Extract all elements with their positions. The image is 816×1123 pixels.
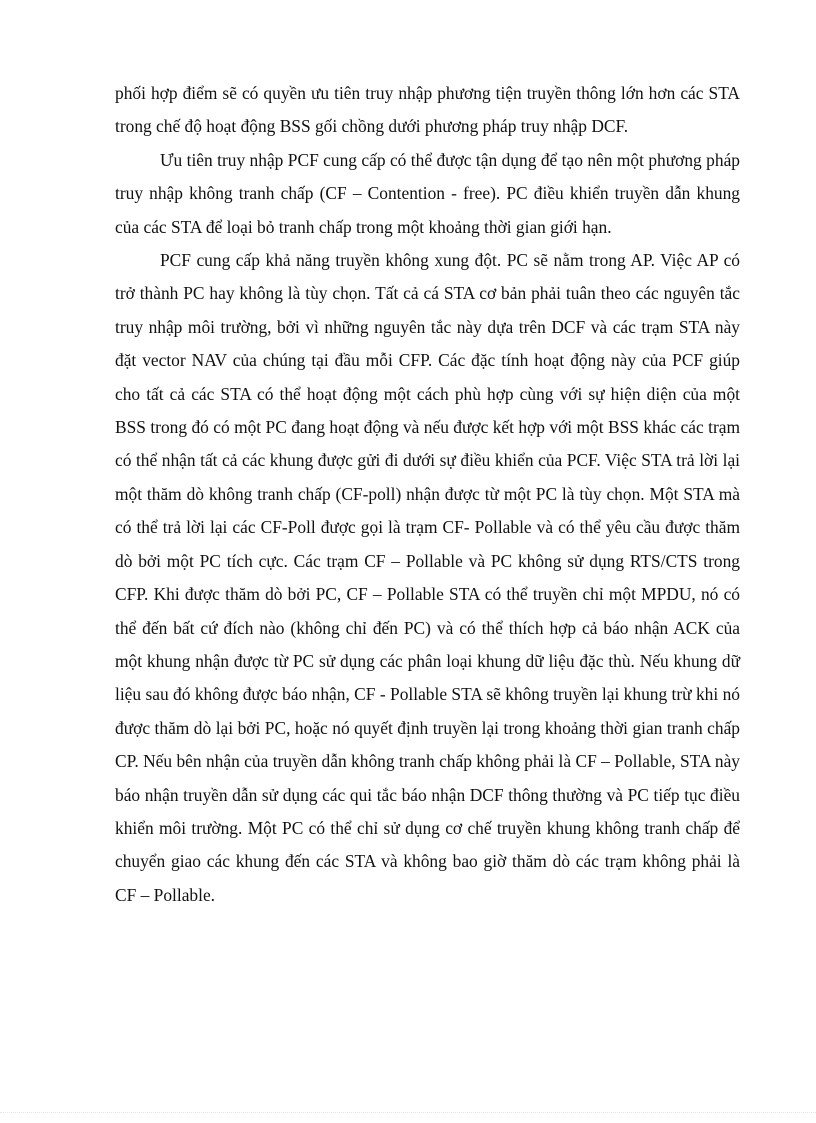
paragraph-pcf-priority: Ưu tiên truy nhập PCF cung cấp có thể được tận dụng để tạo nên một phương pháp truy nhập không tranh chấp (CF – Contention - free). PC điều khiển truyền dẫn khung của các STA để loại bỏ tranh chấp trong một khoảng thời gian giới hạn. xyxy=(115,149,740,237)
paragraph-pcf-capabilities: PCF cung cấp khả năng truyền không xung đột. PC sẽ nằm trong AP. Việc AP có trở thành PC hay không là tùy chọn. Tất cả cá STA cơ bản phải tuân theo các nguyên tắc truy nhập môi trường, bởi vì những nguyên tắc này dựa trên DCF và các trạm STA này đặt vector NAV của chúng tại đầu mỗi CFP. Các đặc tính hoạt động này của PCF giúp cho tất cả các STA có thể hoạt động một cách phù hợp cùng với sự hiện diện của một BSS trong đó có một PC đang hoạt động và nếu được kết hợp với một BSS khác các trạm có thể nhận tất cả các khung được gửi đi dưới sự điều khiển của PCF. Việc STA trả lời lại một thăm dò không tranh chấp (CF-poll) nhận được từ một PC là tùy chọn. Một STA mà có thể trả lời lại các CF-Poll được gọi là trạm CF- Pollable và có thể yêu cầu được thăm dò bởi một PC tích cực. Các trạm CF – Pollable và PC không sử dụng RTS/CTS trong CFP. Khi được thăm dò bởi PC, CF – Pollable STA có thể truyền chỉ một MPDU, nó có thể đến bất cứ đích nào (không chỉ đến PC) và có thể thích hợp cả báo nhận ACK của một khung nhận được từ PC sử dụng các phân loại khung dữ liệu đặc thù. Nếu khung dữ liệu sau đó không được báo nhận, CF - Pollable STA sẽ không truyền lại khung trừ khi nó được thăm dò lại bởi PC, hoặc nó quyết định truyền lại trong khoảng thời gian tranh chấp CP. Nếu bên nhận của truyền dẫn không tranh chấp không phải là CF – Pollable, STA này báo nhận truyền dẫn sử dụng các qui tắc báo nhận DCF thông thường và PC tiếp tục điều khiển môi trường. Một PC có thể chỉ sử dụng cơ chế truyền khung không tranh chấp để chuyển giao các khung đến các STA và không bao giờ thăm dò các trạm không phải là CF – Pollable. xyxy=(115,250,740,905)
page-bottom-divider xyxy=(0,1112,816,1113)
paragraph-continuation: phối hợp điểm sẽ có quyền ưu tiên truy nhập phương tiện truyền thông lớn hơn các STA trong chế độ hoạt động BSS gối chồng dưới phương pháp truy nhập DCF. xyxy=(115,83,740,137)
document-body xyxy=(115,77,740,912)
